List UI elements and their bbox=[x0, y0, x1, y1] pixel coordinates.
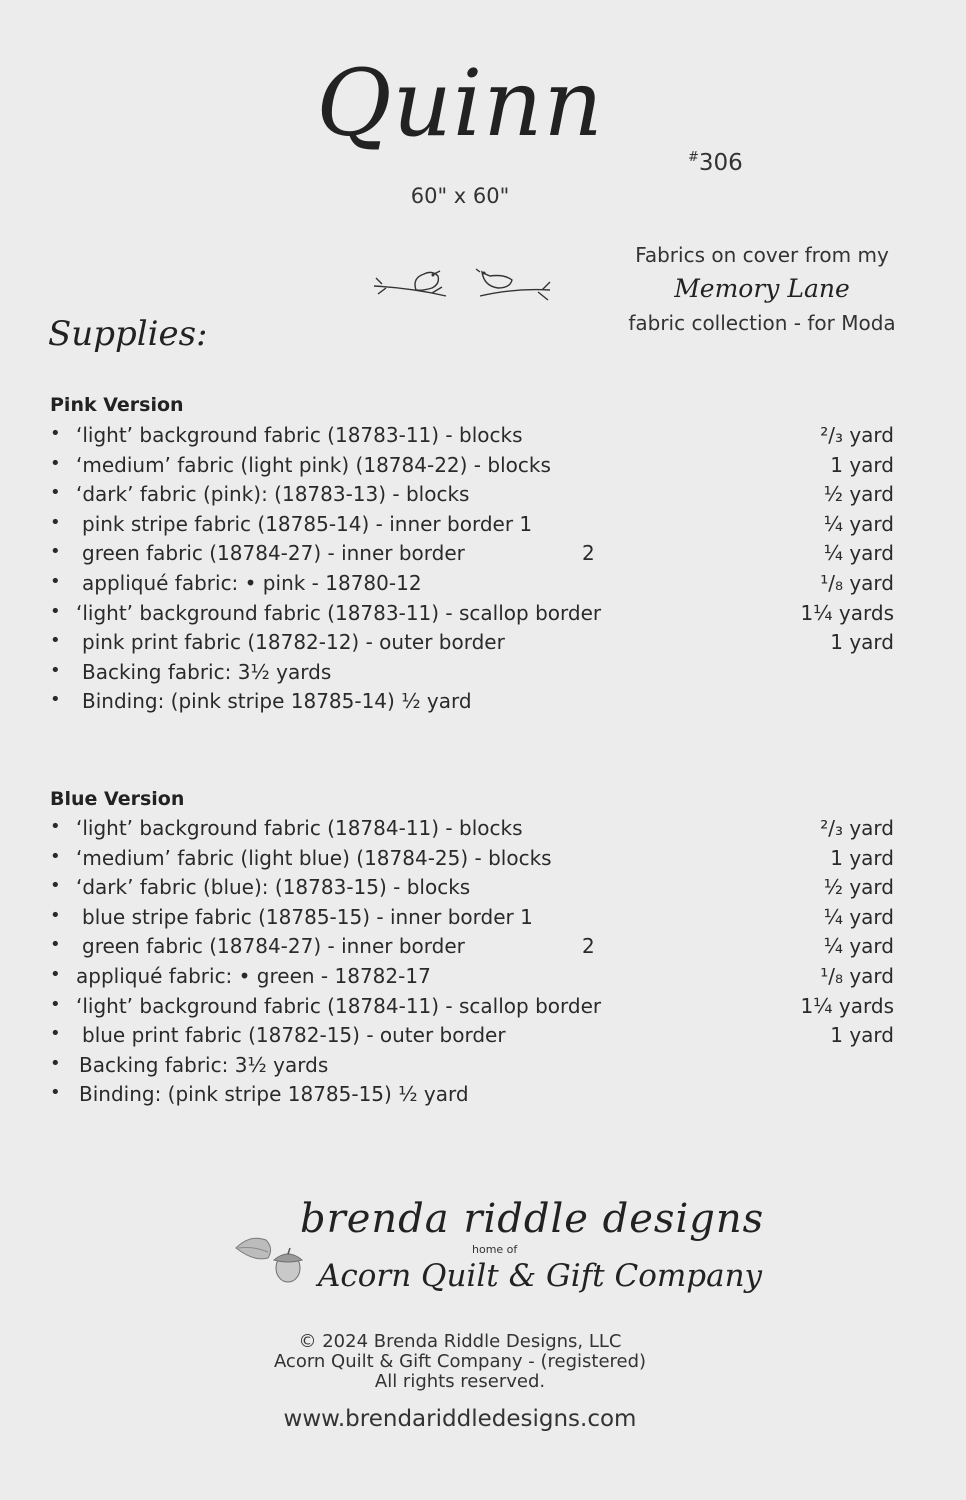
copyright-line3: All rights reserved. bbox=[374, 1371, 546, 1392]
supply-item-quantity: 1¼ yards bbox=[800, 600, 894, 625]
supply-item-quantity: ¹/₈ yard bbox=[820, 571, 894, 595]
birds-on-branches bbox=[372, 260, 554, 304]
supply-item-text: ‘light’ background fabric (18784-11) - scallop border bbox=[76, 993, 602, 1018]
supply-item-quantity: ¼ yard bbox=[823, 511, 894, 536]
bullet-icon: • bbox=[50, 423, 61, 444]
bullet-icon: • bbox=[50, 964, 61, 985]
supply-item bbox=[50, 994, 910, 1024]
supply-item-text: ‘light’ background fabric (18783-11) - scallop border bbox=[76, 600, 602, 625]
supply-item-quantity: ½ yard bbox=[823, 875, 894, 900]
bullet-icon: • bbox=[50, 541, 61, 563]
bullet-icon: • bbox=[50, 689, 61, 711]
supply-item bbox=[50, 875, 910, 905]
supply-item bbox=[50, 601, 910, 631]
bullet-icon: • bbox=[50, 816, 61, 837]
logo-acorn-quilt: Acorn Quilt & Gift Company bbox=[318, 1258, 763, 1294]
supply-item-text: appliqué fabric: • pink - 18780-12 bbox=[82, 571, 422, 595]
pattern-number bbox=[688, 150, 743, 176]
supply-item-text: green fabric (18784-27) - inner border bbox=[82, 541, 465, 566]
supply-item-text: Binding: (pink stripe 18785-15) ½ yard bbox=[79, 1082, 469, 1107]
logo-brenda-riddle-designs: brenda riddle designs bbox=[300, 1196, 765, 1242]
supply-item bbox=[50, 512, 910, 542]
bullet-icon: • bbox=[50, 934, 61, 956]
copyright-line2: Acorn Quilt & Gift Company - (registered) bbox=[273, 1351, 647, 1372]
bullet-icon: • bbox=[50, 993, 61, 1015]
website-link[interactable]: www.brendariddledesigns.com bbox=[283, 1406, 637, 1432]
supply-item-text: Binding: (pink stripe 18785-14) ½ yard bbox=[82, 689, 472, 714]
fabrics-note bbox=[612, 238, 912, 340]
supplies-heading: Supplies: bbox=[48, 314, 208, 354]
supply-item-extra: 2 bbox=[582, 541, 595, 566]
bullet-icon: • bbox=[50, 904, 61, 926]
supply-item bbox=[50, 1082, 910, 1112]
supply-item bbox=[50, 846, 910, 876]
supply-item bbox=[50, 1053, 910, 1083]
supply-item-quantity: 1¼ yards bbox=[800, 993, 894, 1018]
quilt-size: 60" x 60" bbox=[410, 184, 510, 208]
supply-item bbox=[50, 660, 910, 690]
supply-item-text: appliqué fabric: • green - 18782-17 bbox=[76, 964, 431, 988]
pattern-number-value: 306 bbox=[698, 150, 743, 176]
blue-version-heading: Blue Version bbox=[50, 788, 185, 810]
supply-item-quantity: ¼ yard bbox=[823, 934, 894, 959]
supply-item-text: blue stripe fabric (18785-15) - inner border 1 bbox=[82, 904, 533, 929]
supply-item-text: ‘medium’ fabric (light pink) (18784-22) - blocks bbox=[76, 452, 551, 477]
supply-item-text: pink print fabric (18782-12) - outer border bbox=[82, 630, 505, 655]
supply-item bbox=[50, 905, 910, 935]
supply-item-text: pink stripe fabric (18785-14) - inner border 1 bbox=[82, 511, 533, 536]
supply-item bbox=[50, 571, 910, 601]
supply-item bbox=[50, 541, 910, 571]
supply-item bbox=[50, 816, 910, 846]
supply-item bbox=[50, 453, 910, 483]
supply-item-text: Backing fabric: 3½ yards bbox=[79, 1052, 329, 1077]
bullet-icon: • bbox=[50, 659, 61, 681]
bird-right-icon bbox=[476, 269, 550, 300]
supply-item bbox=[50, 423, 910, 453]
supply-item-quantity: 1 yard bbox=[830, 1023, 894, 1048]
supply-item-quantity: ½ yard bbox=[823, 482, 894, 507]
bullet-icon: • bbox=[50, 482, 61, 504]
bullet-icon: • bbox=[50, 1023, 61, 1045]
supply-item bbox=[50, 1023, 910, 1053]
supply-item-quantity: ¹/₈ yard bbox=[820, 964, 894, 988]
supply-item bbox=[50, 689, 910, 719]
supply-item-quantity: 1 yard bbox=[830, 845, 894, 870]
supply-item-quantity: ¼ yard bbox=[823, 904, 894, 929]
supply-item-quantity: ²/₃ yard bbox=[820, 423, 894, 447]
fabrics-note-line1: Fabrics on cover from my bbox=[635, 243, 889, 267]
bullet-icon: • bbox=[50, 1082, 61, 1104]
supply-item-quantity: ¼ yard bbox=[823, 541, 894, 566]
bullet-icon: • bbox=[50, 600, 61, 622]
supply-item-text: blue print fabric (18782-15) - outer border bbox=[82, 1023, 506, 1048]
bullet-icon: • bbox=[50, 1052, 61, 1074]
pink-version-heading: Pink Version bbox=[50, 394, 184, 416]
bullet-icon: • bbox=[50, 452, 61, 474]
supply-item bbox=[50, 964, 910, 994]
supply-item-text: green fabric (18784-27) - inner border bbox=[82, 934, 465, 959]
copyright-block bbox=[0, 1332, 920, 1392]
pattern-title: Quinn bbox=[316, 50, 604, 157]
bird-left-icon bbox=[374, 271, 446, 296]
supply-item-text: ‘light’ background fabric (18783-11) - blocks bbox=[76, 423, 523, 447]
bullet-icon: • bbox=[50, 845, 61, 867]
supply-item bbox=[50, 482, 910, 512]
supply-item-text: Backing fabric: 3½ yards bbox=[82, 659, 332, 684]
supply-item-extra: 2 bbox=[582, 934, 595, 959]
bullet-icon: • bbox=[50, 630, 61, 652]
supply-item bbox=[50, 934, 910, 964]
fabrics-note-line3: fabric collection - for Moda bbox=[628, 311, 896, 335]
copyright-line1: © 2024 Brenda Riddle Designs, LLC bbox=[298, 1331, 622, 1352]
supply-item-quantity: 1 yard bbox=[830, 452, 894, 477]
supply-item-quantity: ²/₃ yard bbox=[820, 816, 894, 840]
bullet-icon: • bbox=[50, 571, 61, 592]
supply-item-text: ‘light’ background fabric (18784-11) - blocks bbox=[76, 816, 523, 840]
supply-item-text: ‘dark’ fabric (pink): (18783-13) - blocks bbox=[76, 482, 470, 507]
pattern-number-symbol: # bbox=[688, 150, 699, 165]
bullet-icon: • bbox=[50, 875, 61, 897]
supply-item-quantity: 1 yard bbox=[830, 630, 894, 655]
supply-item bbox=[50, 630, 910, 660]
bullet-icon: • bbox=[50, 511, 61, 533]
supply-item-text: ‘medium’ fabric (light blue) (18784-25) - blocks bbox=[76, 845, 552, 870]
logo-home-of: home of bbox=[472, 1243, 518, 1256]
fabric-collection-name: Memory Lane bbox=[674, 274, 850, 303]
supply-item-text: ‘dark’ fabric (blue): (18783-15) - blocks bbox=[76, 875, 471, 900]
